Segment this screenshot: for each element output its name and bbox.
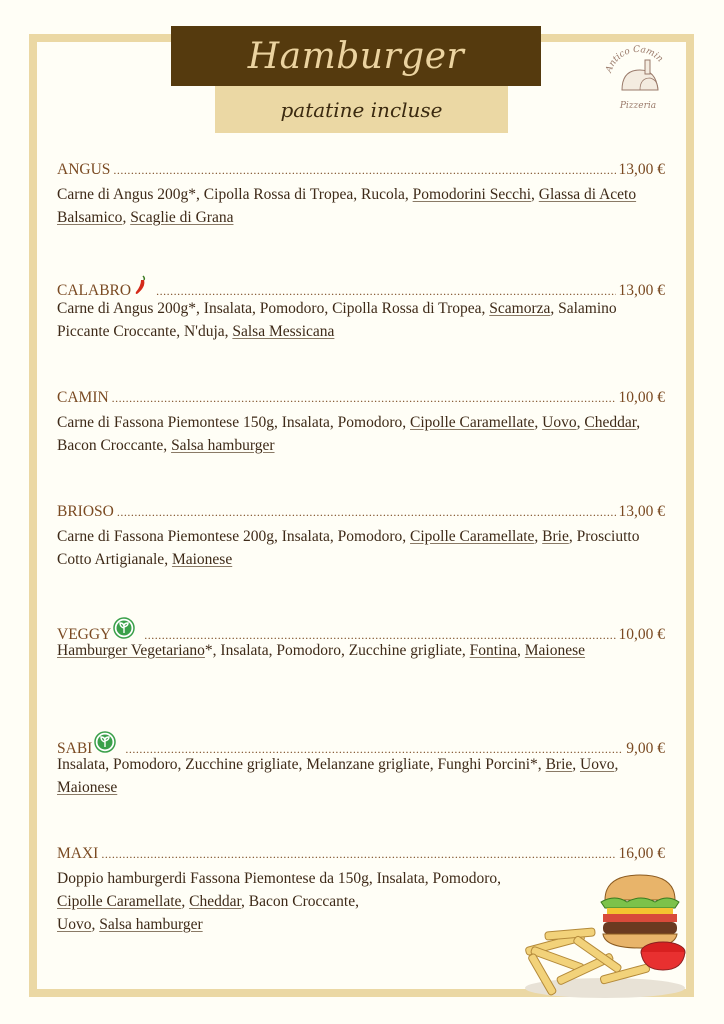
menu-item-header: [57, 389, 665, 411]
ingredient-text: ,: [531, 186, 539, 203]
menu-item-name: VEGGY: [57, 626, 112, 643]
ingredient-text: ,: [576, 414, 585, 431]
ingredient-text: Insalata, Pomodoro, Zucchine grigliate, Melanzane grigliate, Funghi Porcini*,: [57, 756, 546, 773]
dot-leader: [101, 847, 615, 862]
menu-item-veggy: [57, 617, 665, 662]
menu-item-name: ANGUS: [57, 161, 111, 178]
ingredient-text: , Salamino Piccante Croccante, N'duja,: [57, 300, 617, 340]
burger-fries-illustration-icon: [515, 870, 690, 1000]
ingredient-highlight: Cheddar: [189, 893, 242, 910]
page-title: Hamburger: [247, 35, 465, 77]
ingredient-text: Carne di Angus 200g*, Insalata, Pomodoro, Cipolla Rossa di Tropea,: [57, 300, 490, 317]
menu-item-camin: [57, 389, 665, 457]
menu-item-price: 10,00 €: [618, 389, 665, 406]
menu-item-header: [57, 617, 665, 643]
menu-item-sabi: [57, 731, 665, 799]
ingredient-highlight: Cipolle Caramellate: [57, 893, 182, 910]
ingredient-highlight: Cheddar: [584, 414, 637, 431]
ingredient-highlight: Scaglie di Grana: [130, 209, 234, 226]
ingredient-text: ,: [91, 916, 100, 933]
menu-item-price: 13,00 €: [618, 282, 665, 299]
ingredient-highlight: Cipolle Caramellate: [410, 528, 535, 545]
ingredient-highlight: Pomodorini Secchi: [412, 186, 532, 203]
svg-text:Pizzeria: Pizzeria: [619, 101, 657, 111]
ingredient-text: , Bacon Croccante,: [57, 414, 641, 454]
menu-item-description: [57, 183, 665, 229]
ingredient-text: , Prosciutto Cotto Artigianale,: [57, 528, 640, 568]
dot-leader: [117, 505, 616, 520]
menu-item-description: [57, 297, 665, 343]
ingredient-text: ,: [517, 642, 525, 659]
ingredient-highlight: Cipolle Caramellate: [410, 414, 535, 431]
ingredient-text: *, Insalata, Pomodoro, Zucchine grigliate,: [204, 642, 470, 659]
ingredient-highlight: Maionese: [524, 642, 586, 659]
dot-leader: [113, 163, 615, 178]
svg-text:Antico Camin: Antico Camin: [604, 44, 665, 75]
ingredient-highlight: Maionese: [171, 551, 233, 568]
menu-item-angus: [57, 161, 665, 229]
menu-item-price: 10,00 €: [618, 626, 665, 643]
ingredient-text: ,: [181, 893, 190, 910]
menu-item-description: [57, 753, 665, 799]
menu-item-description: [57, 525, 665, 571]
ingredient-highlight: Fontina: [469, 642, 518, 659]
ingredient-text: Doppio hamburgerdi Fassona Piemontese da 150g, Insalata, Pomodoro,: [57, 870, 501, 887]
menu-item-name: SABI: [57, 740, 93, 757]
menu-item-name: BRIOSO: [57, 503, 114, 520]
menu-item-header: [57, 731, 665, 757]
ingredient-highlight: Salsa hamburger: [99, 916, 203, 933]
menu-item-price: 9,00 €: [626, 740, 665, 757]
ingredient-text: Carne di Angus 200g*, Cipolla Rossa di Tropea, Rucola,: [57, 186, 413, 203]
subtitle-banner: [215, 86, 508, 133]
ingredient-highlight: Salsa Messicana: [232, 323, 335, 340]
menu-item-description: [57, 639, 665, 662]
ingredient-text: ,: [572, 756, 580, 773]
ingredient-highlight: Uovo: [580, 756, 615, 773]
ingredient-highlight: Uovo: [542, 414, 577, 431]
title-banner: [171, 26, 541, 86]
menu-item-header: [57, 161, 665, 183]
menu-item-brioso: [57, 503, 665, 571]
ingredient-highlight: Scamorza: [489, 300, 551, 317]
ingredient-highlight: Maionese: [57, 779, 118, 796]
menu-item-description: [57, 411, 665, 457]
ingredient-highlight: Brie: [542, 528, 569, 545]
ingredient-highlight: Salsa hamburger: [171, 437, 275, 454]
ingredient-text: Carne di Fassona Piemontese 150g, Insalata, Pomodoro,: [57, 414, 411, 431]
menu-item-name: CAMIN: [57, 389, 109, 406]
menu-item-name: MAXI: [57, 845, 99, 862]
ingredient-text: ,: [122, 209, 131, 226]
dot-leader: [112, 391, 616, 406]
ingredient-highlight: Hamburger Vegetariano: [57, 642, 205, 659]
ingredient-highlight: Glassa di Aceto Balsamico: [57, 186, 637, 226]
ingredient-text: ,: [534, 528, 543, 545]
menu-item-header: [57, 275, 665, 297]
menu-item-header: [57, 845, 665, 867]
ingredient-text: ,: [614, 756, 619, 773]
menu-item-price: 13,00 €: [618, 503, 665, 520]
menu-item-calabro: [57, 275, 665, 343]
menu-item-price: 16,00 €: [618, 845, 665, 862]
ingredient-text: Carne di Fassona Piemontese 200g, Insalata, Pomodoro,: [57, 528, 411, 545]
ingredient-text: , Bacon Croccante,: [241, 893, 359, 910]
pizzeria-logo-icon: [600, 44, 676, 116]
ingredient-text: ,: [534, 414, 543, 431]
menu-item-name: CALABRO: [57, 282, 132, 299]
ingredient-highlight: Uovo: [57, 916, 92, 933]
page-subtitle: patatine incluse: [280, 97, 443, 122]
menu-item-header: [57, 503, 665, 525]
ingredient-highlight: Brie: [545, 756, 573, 773]
menu-item-price: 13,00 €: [618, 161, 665, 178]
